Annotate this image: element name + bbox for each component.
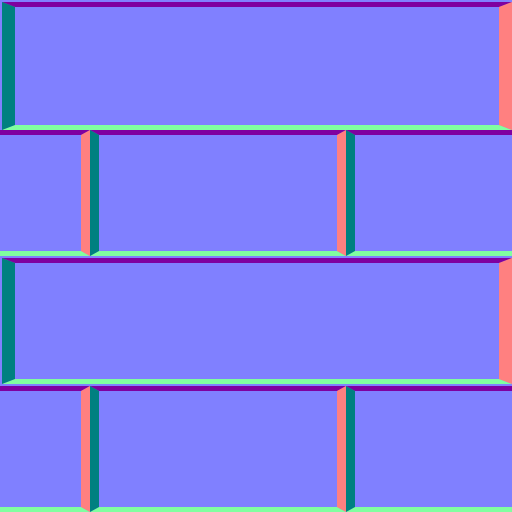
brick-face bbox=[0, 135, 81, 251]
brick-right-bevel bbox=[81, 130, 90, 256]
brick-right-bevel bbox=[81, 386, 90, 512]
brick-bottom-bevel bbox=[90, 507, 346, 512]
brick-bottom-bevel bbox=[90, 251, 346, 256]
brick-left-bevel bbox=[90, 130, 99, 256]
brick-left-bevel bbox=[2, 2, 15, 130]
brick-left-bevel bbox=[2, 258, 15, 384]
brick-top-bevel bbox=[346, 130, 512, 135]
brick-top-bevel bbox=[90, 130, 346, 135]
brick-bottom-bevel bbox=[0, 507, 90, 512]
brick-right-bevel bbox=[337, 130, 346, 256]
brick-face bbox=[15, 263, 499, 379]
brick-bottom-bevel bbox=[2, 379, 512, 384]
brick-face bbox=[0, 391, 81, 507]
brick-face bbox=[99, 135, 337, 251]
brick-top-bevel bbox=[346, 386, 512, 391]
brick-bottom-bevel bbox=[346, 507, 512, 512]
brick-left-bevel bbox=[346, 386, 355, 512]
brick-right-bevel bbox=[499, 2, 512, 130]
brick-top-bevel bbox=[90, 386, 346, 391]
brick-top-bevel bbox=[2, 2, 512, 7]
brick-top-bevel bbox=[0, 386, 90, 391]
brick-bottom-bevel bbox=[2, 125, 512, 130]
brick-right-bevel bbox=[337, 386, 346, 512]
brick-top-bevel bbox=[2, 258, 512, 263]
brick-face bbox=[355, 391, 512, 507]
brick-top-bevel bbox=[0, 130, 90, 135]
brick-face bbox=[99, 391, 337, 507]
brick-left-bevel bbox=[90, 386, 99, 512]
brick-bottom-bevel bbox=[346, 251, 512, 256]
brick-bottom-bevel bbox=[0, 251, 90, 256]
brick-face bbox=[355, 135, 512, 251]
brick-right-bevel bbox=[499, 258, 512, 384]
brick-face bbox=[15, 7, 499, 125]
brick-left-bevel bbox=[346, 130, 355, 256]
